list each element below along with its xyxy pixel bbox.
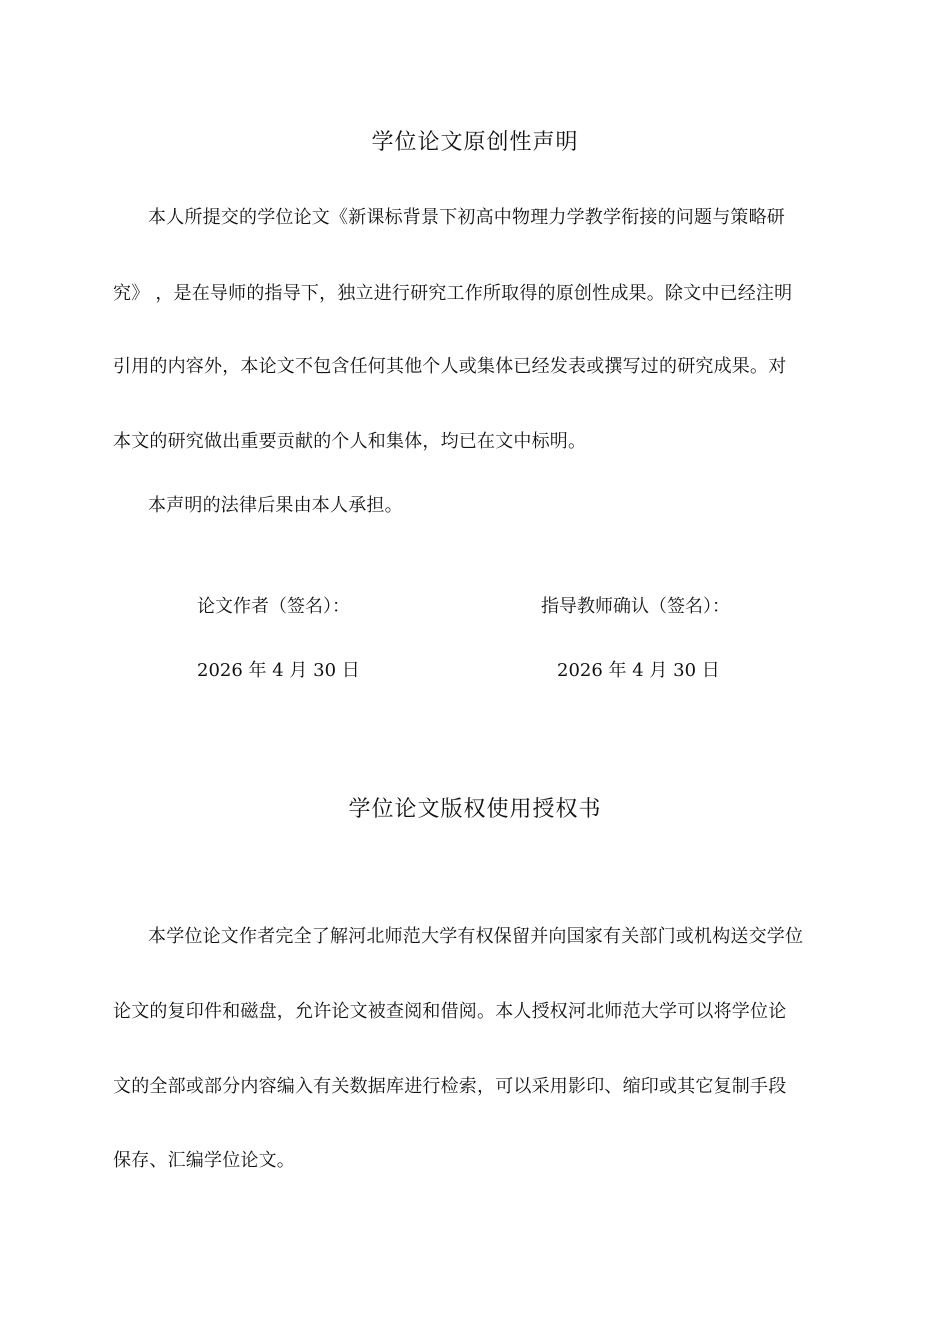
declaration-title: 学位论文原创性声明 — [371, 130, 579, 155]
declaration-line-2: 究》 ，是在导师的指导下，独立进行研究工作所取得的原创性成果。除文中已经注明 — [113, 283, 793, 304]
author-signature-label: 论文作者（签名）： — [197, 596, 350, 617]
authorization-line-2: 论文的复印件和磁盘，允许论文被查阅和借阅。本人授权河北师范大学可以将学位论 — [113, 1001, 787, 1022]
author-sign-date: 2026 年 4 月 30 日 — [197, 660, 360, 681]
authorization-title: 学位论文版权使用授权书 — [348, 797, 602, 822]
advisor-signature-label: 指导教师确认（签名）： — [541, 596, 730, 617]
declaration-liability-line: 本声明的法律后果由本人承担。 — [148, 495, 403, 516]
authorization-line-4: 保存、汇编学位论文。 — [113, 1150, 295, 1171]
authorization-line-1: 本学位论文作者完全了解河北师范大学有权保留并向国家有关部门或机构送交学位 — [148, 926, 804, 947]
authorization-line-3: 文的全部或部分内容编入有关数据库进行检索，可以采用影印、缩印或其它复制手段 — [113, 1076, 787, 1097]
declaration-line-4: 本文的研究做出重要贡献的个人和集体，均已在文中标明。 — [113, 431, 587, 452]
declaration-line-3: 引用的内容外，本论文不包含任何其他个人或集体已经发表或撰写过的研究成果。对 — [113, 356, 787, 377]
advisor-sign-date: 2026 年 4 月 30 日 — [557, 660, 720, 681]
declaration-line-1: 本人所提交的学位论文《新课标背景下初高中物理力学教学衔接的问题与策略研 — [148, 207, 785, 228]
